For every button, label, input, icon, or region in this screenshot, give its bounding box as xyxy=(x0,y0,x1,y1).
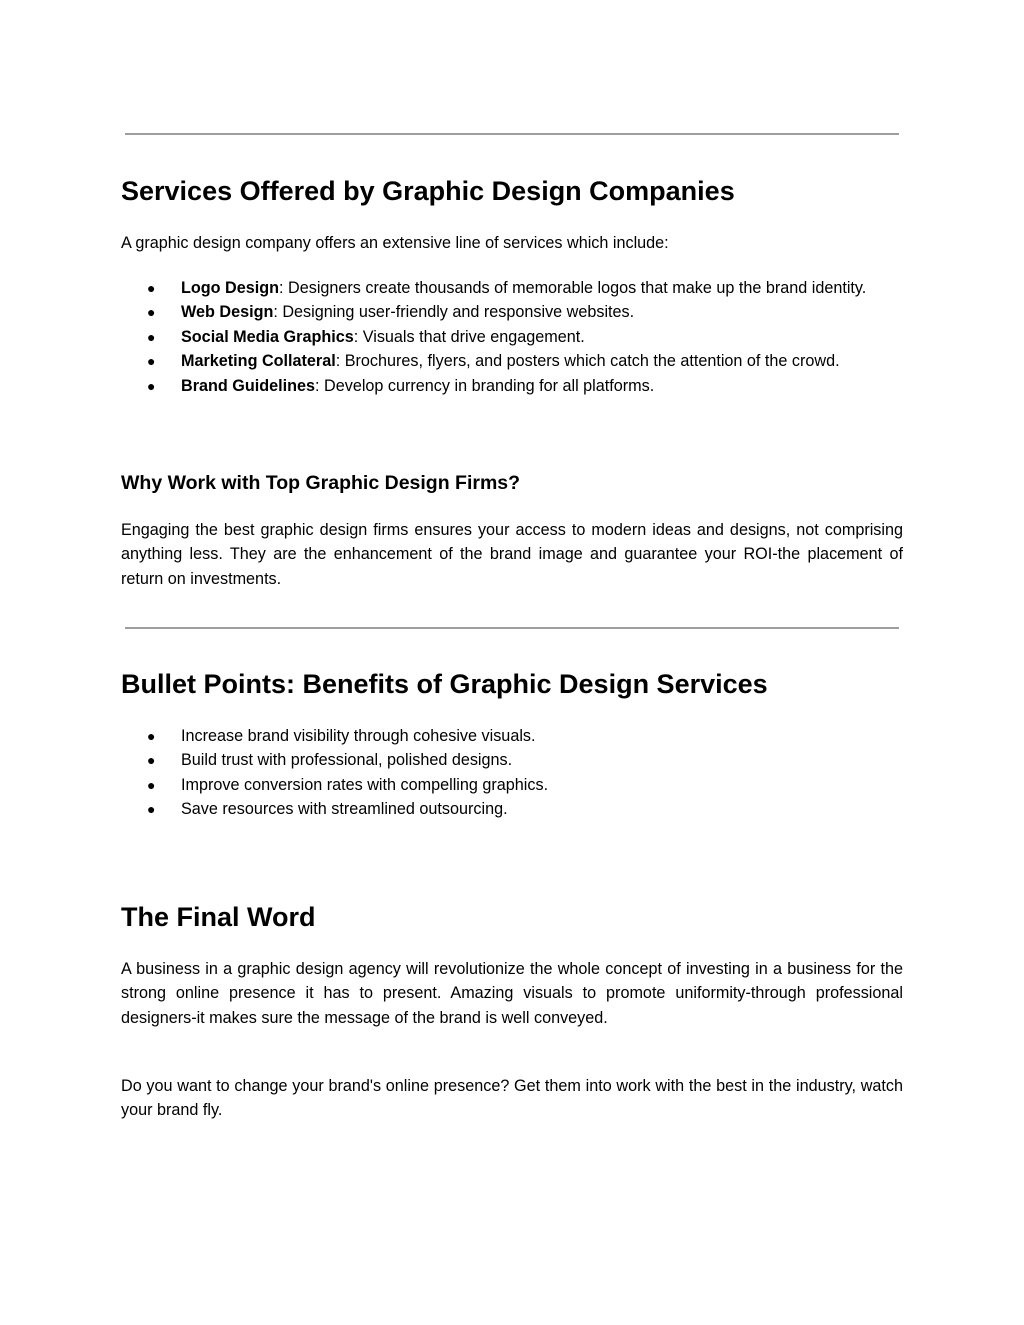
bullet-icon: ● xyxy=(147,776,156,793)
list-item xyxy=(121,724,903,748)
list-item-term: Logo Design xyxy=(181,279,280,297)
bullet-icon: ● xyxy=(147,801,156,818)
list-item-text: Improve conversion rates with compelling graphics. xyxy=(181,775,549,794)
list-item xyxy=(121,374,903,398)
section-title-benefits: Bullet Points: Benefits of Graphic Design Services xyxy=(121,669,768,699)
horizontal-rule-top xyxy=(125,133,899,135)
list-item-desc: : Brochures, flyers, and posters which catch the attention of the crowd. xyxy=(335,352,840,371)
list-item-desc: : Develop currency in branding for all platforms. xyxy=(315,376,655,395)
subheading-why-work: Why Work with Top Graphic Design Firms? xyxy=(121,472,521,494)
bullet-icon: ● xyxy=(147,304,156,321)
bullet-icon: ● xyxy=(147,752,156,769)
bullet-icon: ● xyxy=(147,280,156,296)
list-item xyxy=(121,748,903,772)
why-work-paragraph: Engaging the best graphic design firms ensures your access to modern ideas and designs, not comprising anything less. They are the enhancement of the brand image and guarantee your ROI-the placement of return on investments. xyxy=(121,521,903,588)
list-item-text: Build trust with professional, polished designs. xyxy=(181,751,513,770)
list-item xyxy=(121,773,903,797)
list-item-term: Marketing Collateral xyxy=(181,352,336,371)
list-item-text: Increase brand visibility through cohesive visuals. xyxy=(181,727,536,745)
list-item xyxy=(121,797,903,821)
services-intro: A graphic design company offers an extensive line of services which include: xyxy=(121,234,669,252)
list-item xyxy=(121,325,903,349)
bullet-icon: ● xyxy=(147,328,156,345)
final-word-paragraph-2: Do you want to change your brand's online presence? Get them into work with the best in the industry, watch your brand fly. xyxy=(121,1077,903,1120)
benefits-list xyxy=(121,724,903,822)
list-item-desc: : Designing user-friendly and responsive websites. xyxy=(273,303,635,322)
list-item-term: Brand Guidelines xyxy=(181,376,316,395)
horizontal-rule-middle xyxy=(125,627,899,629)
list-item-term: Social Media Graphics xyxy=(181,327,354,346)
list-item-desc: : Visuals that drive engagement. xyxy=(353,327,585,346)
list-item xyxy=(121,276,903,300)
bullet-icon: ● xyxy=(147,377,156,394)
list-item-desc: : Designers create thousands of memorable logos that make up the brand identity. xyxy=(279,279,867,297)
section-title-final-word: The Final Word xyxy=(121,902,316,932)
bullet-icon: ● xyxy=(147,353,156,370)
section-title-services: Services Offered by Graphic Design Companies xyxy=(121,176,735,206)
list-item xyxy=(121,349,903,373)
bullet-icon: ● xyxy=(147,728,156,744)
final-word-paragraph-1: A business in a graphic design agency will revolutionize the whole concept of investing in a business for the strong online presence it has to present. Amazing visuals to promote uniformity-through professional designers-it makes sure the message of the brand is well conveyed. xyxy=(121,960,903,1027)
list-item-text: Save resources with streamlined outsourcing. xyxy=(181,800,508,819)
services-list xyxy=(121,276,903,398)
list-item xyxy=(121,300,903,324)
list-item-term: Web Design xyxy=(181,303,274,322)
